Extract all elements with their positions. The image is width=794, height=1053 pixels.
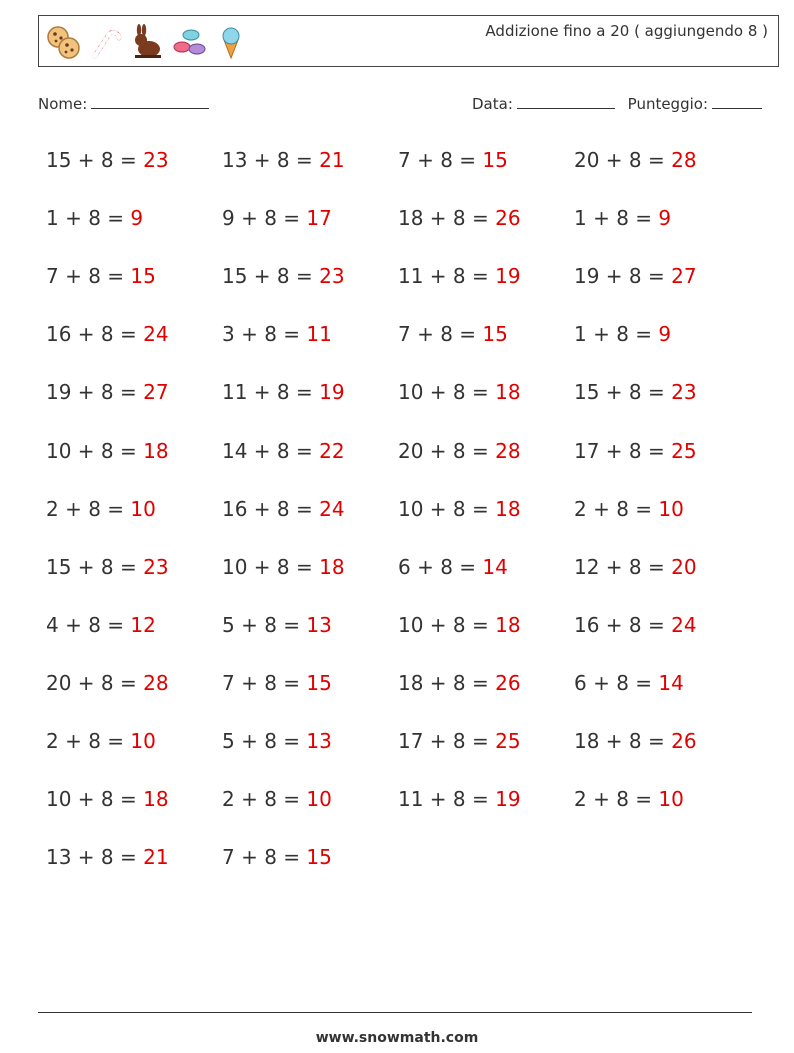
problem-question: 2 + 8 = [574,497,659,521]
problem-answer: 13 [306,613,332,637]
problem-answer: 27 [143,380,169,404]
problem-answer: 23 [319,264,345,288]
problem-item [222,787,332,811]
problem-answer: 28 [143,671,169,695]
problem-item [574,613,697,637]
score-label: Punteggio: [627,95,709,113]
problem-question: 16 + 8 = [46,322,144,346]
worksheet-title: Addizione fino a 20 ( aggiungendo 8 ) [485,22,768,40]
problem-answer: 19 [495,787,521,811]
problem-question: 16 + 8 = [574,613,672,637]
problem-answer: 27 [671,264,697,288]
problem-item [398,206,521,230]
problem-answer: 10 [658,497,684,521]
problem-answer: 15 [130,264,156,288]
problem-item [574,729,697,753]
problem-item [574,787,684,811]
problem-answer: 10 [130,497,156,521]
problem-item [574,206,671,230]
problem-item [46,613,156,637]
problem-answer: 19 [319,380,345,404]
problem-item [574,322,671,346]
problem-item [46,729,156,753]
problem-question: 10 + 8 = [46,787,144,811]
problem-question: 15 + 8 = [46,148,144,172]
problem-answer: 9 [658,206,672,230]
problem-answer: 25 [671,439,697,463]
problem-question: 20 + 8 = [46,671,144,695]
problem-item [222,380,345,404]
problem-question: 6 + 8 = [398,555,483,579]
problem-answer: 14 [658,671,684,695]
problem-item [46,555,169,579]
problem-question: 10 + 8 = [398,613,496,637]
problem-question: 7 + 8 = [222,845,307,869]
problem-question: 19 + 8 = [46,380,144,404]
problem-question: 1 + 8 = [46,206,131,230]
problem-question: 11 + 8 = [398,264,496,288]
problem-answer: 21 [143,845,169,869]
problem-answer: 19 [495,264,521,288]
problem-item [398,787,521,811]
problem-question: 11 + 8 = [222,380,320,404]
date-label: Data: [472,95,513,113]
problem-item [574,439,697,463]
problem-item [46,787,169,811]
problem-answer: 14 [482,555,508,579]
problem-item [574,671,684,695]
date-blank [517,94,615,109]
footer-site: www.snowmath.com [315,1030,479,1046]
problem-question: 15 + 8 = [222,264,320,288]
problem-question: 2 + 8 = [574,787,659,811]
problem-question: 7 + 8 = [398,322,483,346]
problem-question: 2 + 8 = [46,497,131,521]
problem-answer: 17 [306,206,332,230]
problem-item [222,845,332,869]
problem-answer: 24 [671,613,697,637]
problem-answer: 15 [306,671,332,695]
problem-question: 20 + 8 = [398,439,496,463]
problem-item [574,497,684,521]
problem-item [46,845,169,869]
problem-question: 10 + 8 = [222,555,320,579]
worksheet-header [38,15,779,67]
problem-item [398,148,508,172]
problem-question: 10 + 8 = [398,380,496,404]
problem-item [46,206,143,230]
problem-item [222,729,332,753]
problem-question: 16 + 8 = [222,497,320,521]
problem-answer: 18 [495,497,521,521]
problem-question: 13 + 8 = [46,845,144,869]
problem-item [398,729,521,753]
problem-question: 11 + 8 = [398,787,496,811]
problem-answer: 24 [319,497,345,521]
problem-question: 4 + 8 = [46,613,131,637]
problem-item [222,148,345,172]
problem-question: 10 + 8 = [46,439,144,463]
problem-question: 18 + 8 = [574,729,672,753]
problem-answer: 9 [658,322,672,346]
name-blank [91,94,209,109]
problem-item [398,613,521,637]
problem-question: 15 + 8 = [46,555,144,579]
problem-item [46,439,169,463]
problem-answer: 18 [143,439,169,463]
problem-item [222,497,345,521]
candy-cane-icon [87,24,123,60]
problem-item [574,380,697,404]
macarons-icon [171,24,207,60]
header-icons [45,24,249,60]
problem-answer: 9 [130,206,144,230]
problem-question: 6 + 8 = [574,671,659,695]
problem-item [398,264,521,288]
problem-question: 7 + 8 = [46,264,131,288]
problem-question: 18 + 8 = [398,206,496,230]
problem-question: 14 + 8 = [222,439,320,463]
problem-question: 7 + 8 = [398,148,483,172]
problem-answer: 11 [306,322,332,346]
problem-answer: 15 [306,845,332,869]
problem-question: 17 + 8 = [398,729,496,753]
problem-answer: 26 [495,206,521,230]
problem-item [46,380,169,404]
problem-item [398,497,521,521]
problem-answer: 12 [130,613,156,637]
problem-answer: 23 [143,555,169,579]
problem-question: 2 + 8 = [46,729,131,753]
problem-question: 17 + 8 = [574,439,672,463]
score-blank [712,94,762,109]
problem-question: 15 + 8 = [574,380,672,404]
problem-question: 19 + 8 = [574,264,672,288]
problem-answer: 23 [143,148,169,172]
problem-item [574,555,697,579]
problem-question: 13 + 8 = [222,148,320,172]
problem-item [222,264,345,288]
problem-question: 1 + 8 = [574,322,659,346]
problem-item [46,264,156,288]
problem-question: 5 + 8 = [222,729,307,753]
problem-item [574,264,697,288]
cookie-icon [45,24,81,60]
problem-question: 2 + 8 = [222,787,307,811]
problem-answer: 26 [671,729,697,753]
problem-item [398,322,508,346]
problem-item [222,322,332,346]
problem-item [398,555,508,579]
problem-item [46,497,156,521]
problem-answer: 15 [482,148,508,172]
problem-answer: 13 [306,729,332,753]
problem-answer: 24 [143,322,169,346]
name-label: Nome: [38,95,88,113]
problem-item [46,671,169,695]
problem-question: 18 + 8 = [398,671,496,695]
problem-question: 5 + 8 = [222,613,307,637]
problem-item [222,206,332,230]
problem-answer: 18 [319,555,345,579]
problem-item [46,148,169,172]
problem-answer: 18 [143,787,169,811]
problem-item [222,439,345,463]
problem-item [222,613,332,637]
problem-item [222,671,332,695]
problem-item [46,322,169,346]
problem-answer: 28 [495,439,521,463]
problem-answer: 10 [658,787,684,811]
problem-answer: 28 [671,148,697,172]
problem-answer: 18 [495,613,521,637]
problem-question: 3 + 8 = [222,322,307,346]
problem-question: 7 + 8 = [222,671,307,695]
problem-question: 1 + 8 = [574,206,659,230]
problem-answer: 18 [495,380,521,404]
problem-answer: 21 [319,148,345,172]
chocolate-bunny-icon [129,24,165,60]
problem-question: 12 + 8 = [574,555,672,579]
problem-question: 9 + 8 = [222,206,307,230]
problem-answer: 25 [495,729,521,753]
ice-cream-icon [213,24,249,60]
problem-answer: 10 [306,787,332,811]
problem-item [398,380,521,404]
problem-item [574,148,697,172]
problem-answer: 23 [671,380,697,404]
problem-answer: 10 [130,729,156,753]
problem-answer: 26 [495,671,521,695]
problem-question: 20 + 8 = [574,148,672,172]
problem-question: 10 + 8 = [398,497,496,521]
problem-answer: 22 [319,439,345,463]
date-score-field [472,94,762,113]
problem-answer: 20 [671,555,697,579]
problem-item [222,555,345,579]
problem-item [398,671,521,695]
footer-divider [38,1012,752,1013]
problem-item [398,439,521,463]
name-field [38,94,209,113]
problem-answer: 15 [482,322,508,346]
